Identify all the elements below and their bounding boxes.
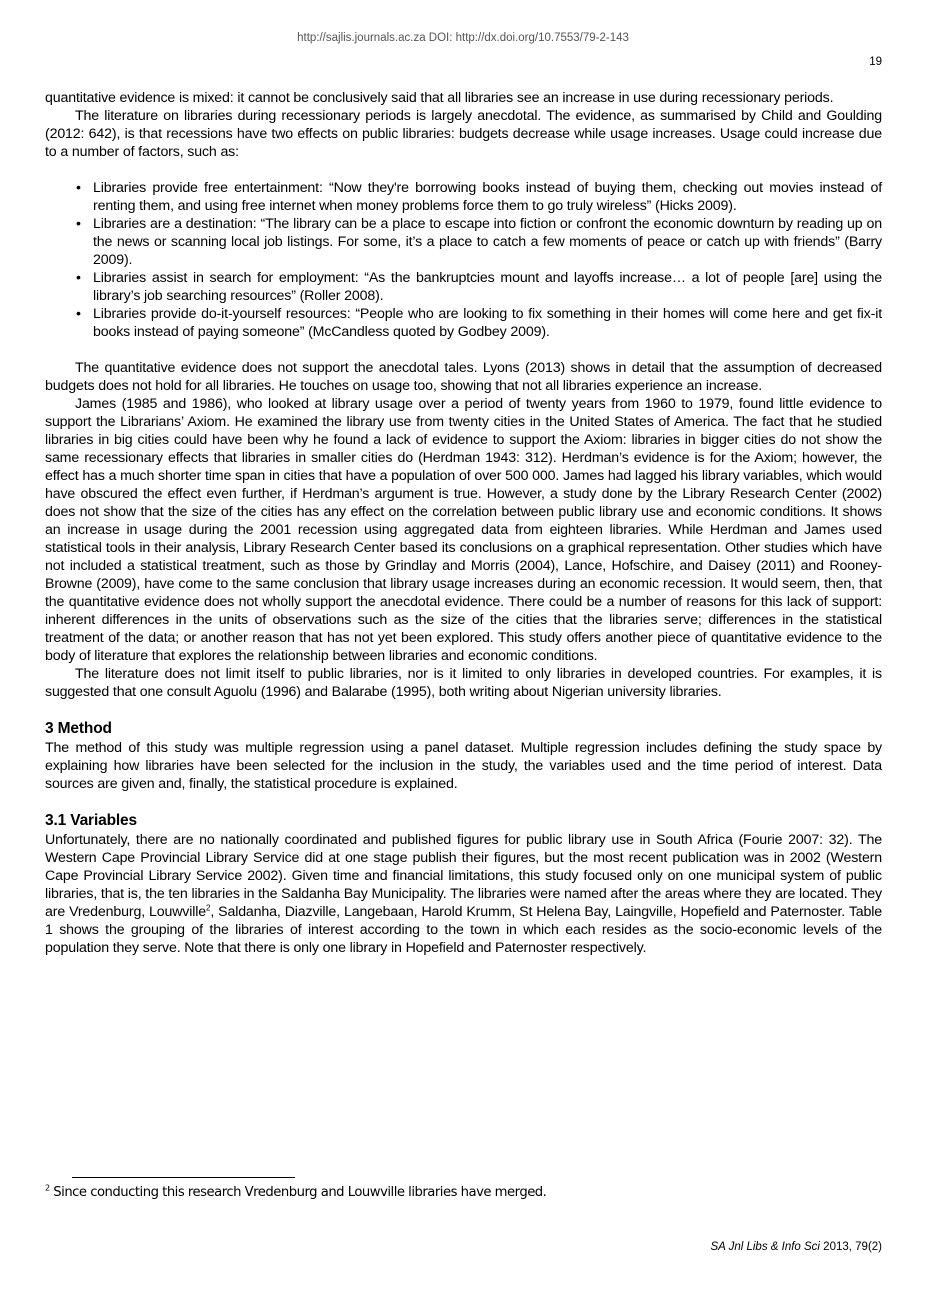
- bullet-item-diy: • Libraries provide do-it-yourself resources: “People who are looking to fix something in their homes will come here and get fix-it books instead of paying someone” (McCandless quoted by Godbey 2009).: [93, 305, 882, 341]
- paragraph-method: The method of this study was multiple regression using a panel dataset. Multiple regression includes defining the study space by explaining how libraries have been selected for the inclusion in the study, the variables used and the time period of interest. Data sources are given and, finally, the statistical procedure is explained.: [45, 740, 882, 792]
- footnote-text: Since conducting this research Vredenburg and Louwville libraries have merged.: [49, 1185, 547, 1200]
- journal-citation-footer: [710, 1241, 882, 1253]
- paragraph-developing-countries: The literature does not limit itself to public libraries, nor is it limited to only libraries in developed countries. For examples, it is suggested that one consult Aguolu (1996) and Balarabe (1995), both writing about Nigerian university libraries.: [45, 666, 882, 700]
- journal-name: SA Jnl Libs & Info Sci: [710, 1241, 820, 1253]
- variables-text-part2: , Saldanha, Diazville, Langebaan, Harold Krumm, St Helena Bay, Laingville, Hopefield and Paternoster. Table 1 shows the grouping of the libraries of interest according to the town in which each resides as the socio-economic levels of the population they serve. Note that there is only one library in Hopefield and Paternoster respectively.: [45, 904, 882, 956]
- footnote-reference-2[interactable]: 2: [206, 903, 211, 913]
- bullet-item-entertainment: • Libraries provide free entertainment: “Now they're borrowing books instead of buying them, checking out movies instead of renting them, and using free internet when money problems force them to go truly wireless” (Hicks 2009).: [93, 179, 882, 215]
- paragraph-james-study: James (1985 and 1986), who looked at library usage over a period of twenty years from 1960 to 1979, found little evidence to support the Librarians’ Axiom. He examined the library use from twenty cities in the United States of America. The fact that he studied libraries in big cities could have been why he found a lack of evidence to support the Axiom: libraries in bigger cities do not show the same recessionary effects that libraries in smaller cities do (Herdman 1943: 312). Herdman’s evidence is for the Axiom; however, the effect has a much shorter time span in cities that have a population of over 500 000. James had lagged his library variables, which would have obscured the effect even further, if Herdman’s argument is true. However, a study done by the Library Research Center (2002) does not show that the size of the cities has any effect on the correlation between public library use and economic conditions. It shows an increase in usage during the 2001 recession using aggregated data from eighteen libraries. While Herdman and James used statistical tools in their analysis, Library Research Center based its conclusions on a graphical representation. Other studies which have not included a statistical treatment, such as those by Grindlay and Morris (2004), Lance, Hofschire, and Daisey (2011) and Rooney-Browne (2009), have come to the same conclusion that library usage increases during an economic recession. It would seem, then, that the quantitative evidence does not wholly support the anecdotal evidence. There could be a number of reasons for this lack of support: inherent differences in the units of observations such as the size of the cities that the libraries serve; differences in the statistical treatment of the data; or another reason that has not yet been explored. This study offers another piece of quantitative evidence to the body of literature that explores the relationship between libraries and economic conditions.: [45, 396, 882, 664]
- footnote-divider: [72, 1177, 295, 1178]
- section-heading-method: 3 Method: [45, 720, 112, 737]
- bullet-item-employment: • Libraries assist in search for employment: “As the bankruptcies mount and layoffs increase… a lot of people [are] using the library’s job searching resources” (Roller 2008).: [93, 269, 882, 305]
- variables-text-part1: Unfortunately, there are no nationally coordinated and published figures for public library use in South Africa (Fourie 2007: 32). The Western Cape Provincial Library Service did at one stage publish their figures, but the most recent publication was in 2002 (Western Cape Provincial Library Service 2002). Given time and financial limitations, this study focused only on one municipal system of public libraries, that is, the ten libraries in the Saldanha Bay Municipality. The libraries were named after the areas where they are located. They are Vredenburg, Louwville: [45, 832, 882, 920]
- paragraph-literature-anecdotal: The literature on libraries during recessionary periods is largely anecdotal. The evidence, as summarised by Child and Goulding (2012: 642), is that recessions have two effects on public libraries: budgets decrease while usage increases. Usage could increase due to a number of factors, such as:: [45, 108, 882, 160]
- factors-bullet-list: [45, 179, 882, 341]
- page-number: 19: [869, 56, 882, 68]
- journal-issue: 2013, 79(2): [819, 1241, 882, 1253]
- main-content: [45, 89, 882, 957]
- header-url-doi: http://sajlis.journals.ac.za DOI: http://dx.doi.org/10.7553/79-2-143: [297, 32, 629, 44]
- footnote-2: [45, 1185, 546, 1200]
- paragraph-continuation: quantitative evidence is mixed: it cannot be conclusively said that all libraries see an increase in use during recessionary periods.: [45, 90, 834, 106]
- section-heading-variables: 3.1 Variables: [45, 812, 137, 829]
- paragraph-quantitative-evidence: The quantitative evidence does not support the anecdotal tales. Lyons (2013) shows in detail that the assumption of decreased budgets does not hold for all libraries. He touches on usage too, showing that not all libraries experience an increase.: [45, 360, 882, 394]
- footnote-marker: 2: [45, 1183, 50, 1193]
- bullet-item-destination: • Libraries are a destination: “The library can be a place to escape into fiction or confront the economic downturn by reading up on the news or scanning local job listings. For some, it’s a place to catch a few moments of peace or catch up with friends” (Barry 2009).: [93, 215, 882, 269]
- paragraph-variables: [45, 831, 882, 957]
